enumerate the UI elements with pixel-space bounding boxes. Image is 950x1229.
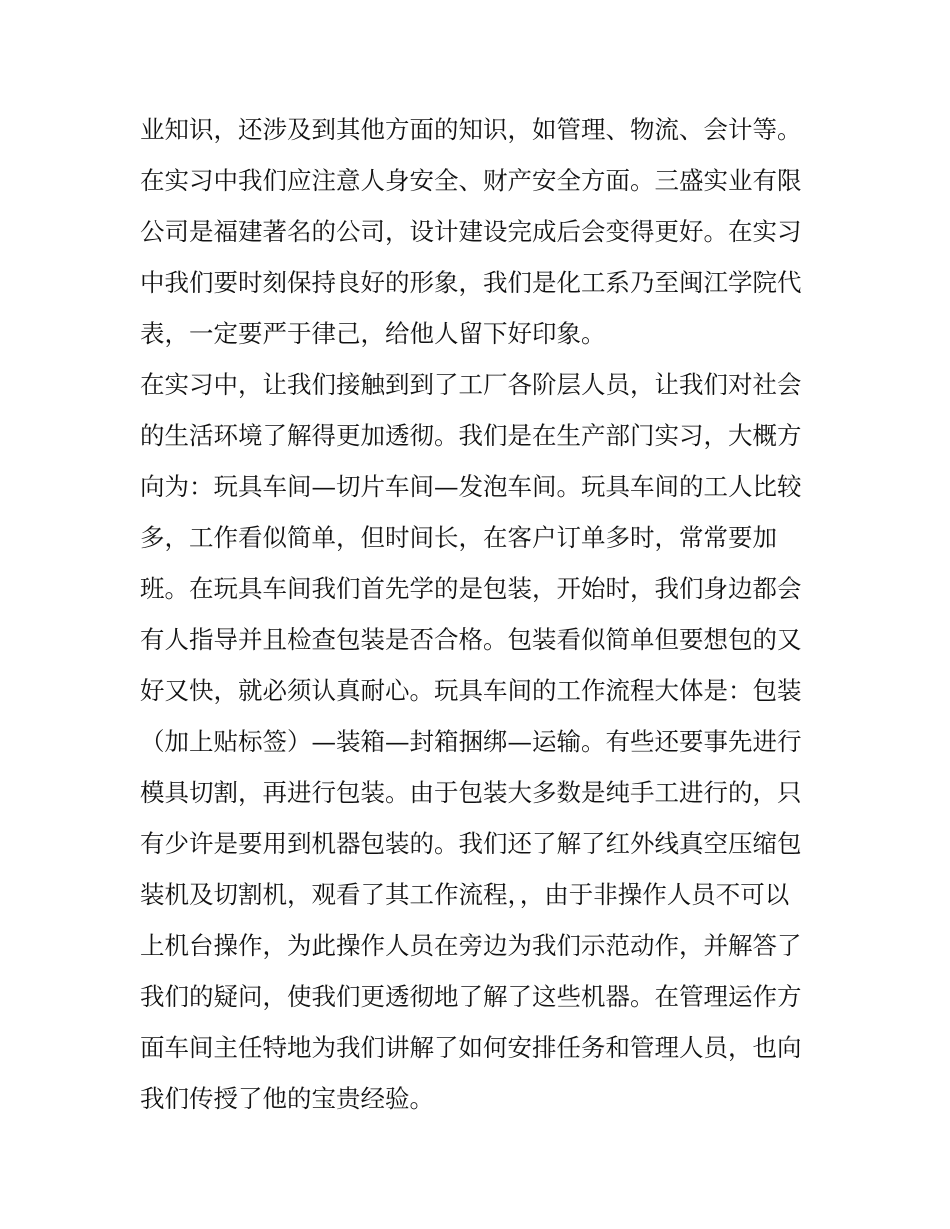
text-line: 多，工作看似简单，但时间长，在客户订单多时，常常要加 bbox=[140, 523, 777, 552]
text-line: 上机台操作，为此操作人员在旁边为我们示范动作，并解答了 bbox=[140, 931, 802, 960]
text-line: 中我们要时刻保持良好的形象，我们是化工系乃至闽江学院代 bbox=[140, 268, 802, 297]
text-line: 在实习中，让我们接触到到了工厂各阶层人员，让我们对社会 bbox=[140, 370, 802, 399]
text-line: （加上贴标签）—装箱—封箱捆绑—运输。有些还要事先进行 bbox=[140, 727, 802, 756]
text-line: 公司是福建著名的公司，设计建设完成后会变得更好。在实习 bbox=[140, 217, 802, 246]
text-line: 业知识，还涉及到其他方面的知识，如管理、物流、会计等。 bbox=[140, 115, 802, 144]
text-line: 的生活环境了解得更加透彻。我们是在生产部门实习，大概方 bbox=[140, 421, 802, 450]
text-line: 我们的疑问，使我们更透彻地了解了这些机器。在管理运作方 bbox=[140, 982, 802, 1011]
text-line: 模具切割，再进行包装。由于包装大多数是纯手工进行的，只 bbox=[140, 778, 802, 807]
text-line: 在实习中我们应注意人身安全、财产安全方面。三盛实业有限 bbox=[140, 166, 802, 195]
text-line: 班。在玩具车间我们首先学的是包装，开始时，我们身边都会 bbox=[140, 574, 802, 603]
text-line: 好又快，就必须认真耐心。玩具车间的工作流程大体是：包装 bbox=[140, 676, 802, 705]
text-line: 表，一定要严于律己，给他人留下好印象。 bbox=[140, 319, 606, 348]
text-line: 有少许是要用到机器包装的。我们还了解了红外线真空压缩包 bbox=[140, 829, 802, 858]
text-line: 面车间主任特地为我们讲解了如何安排任务和管理人员，也向 bbox=[140, 1033, 802, 1062]
body-text bbox=[140, 104, 830, 1124]
text-line: 我们传授了他的宝贵经验。 bbox=[140, 1084, 434, 1113]
text-line: 有人指导并且检查包装是否合格。包装看似简单但要想包的又 bbox=[140, 625, 802, 654]
text-line: 装机及切割机，观看了其工作流程，，由于非操作人员不可以 bbox=[140, 880, 790, 909]
text-line: 向为：玩具车间—切片车间—发泡车间。玩具车间的工人比较 bbox=[140, 472, 802, 501]
